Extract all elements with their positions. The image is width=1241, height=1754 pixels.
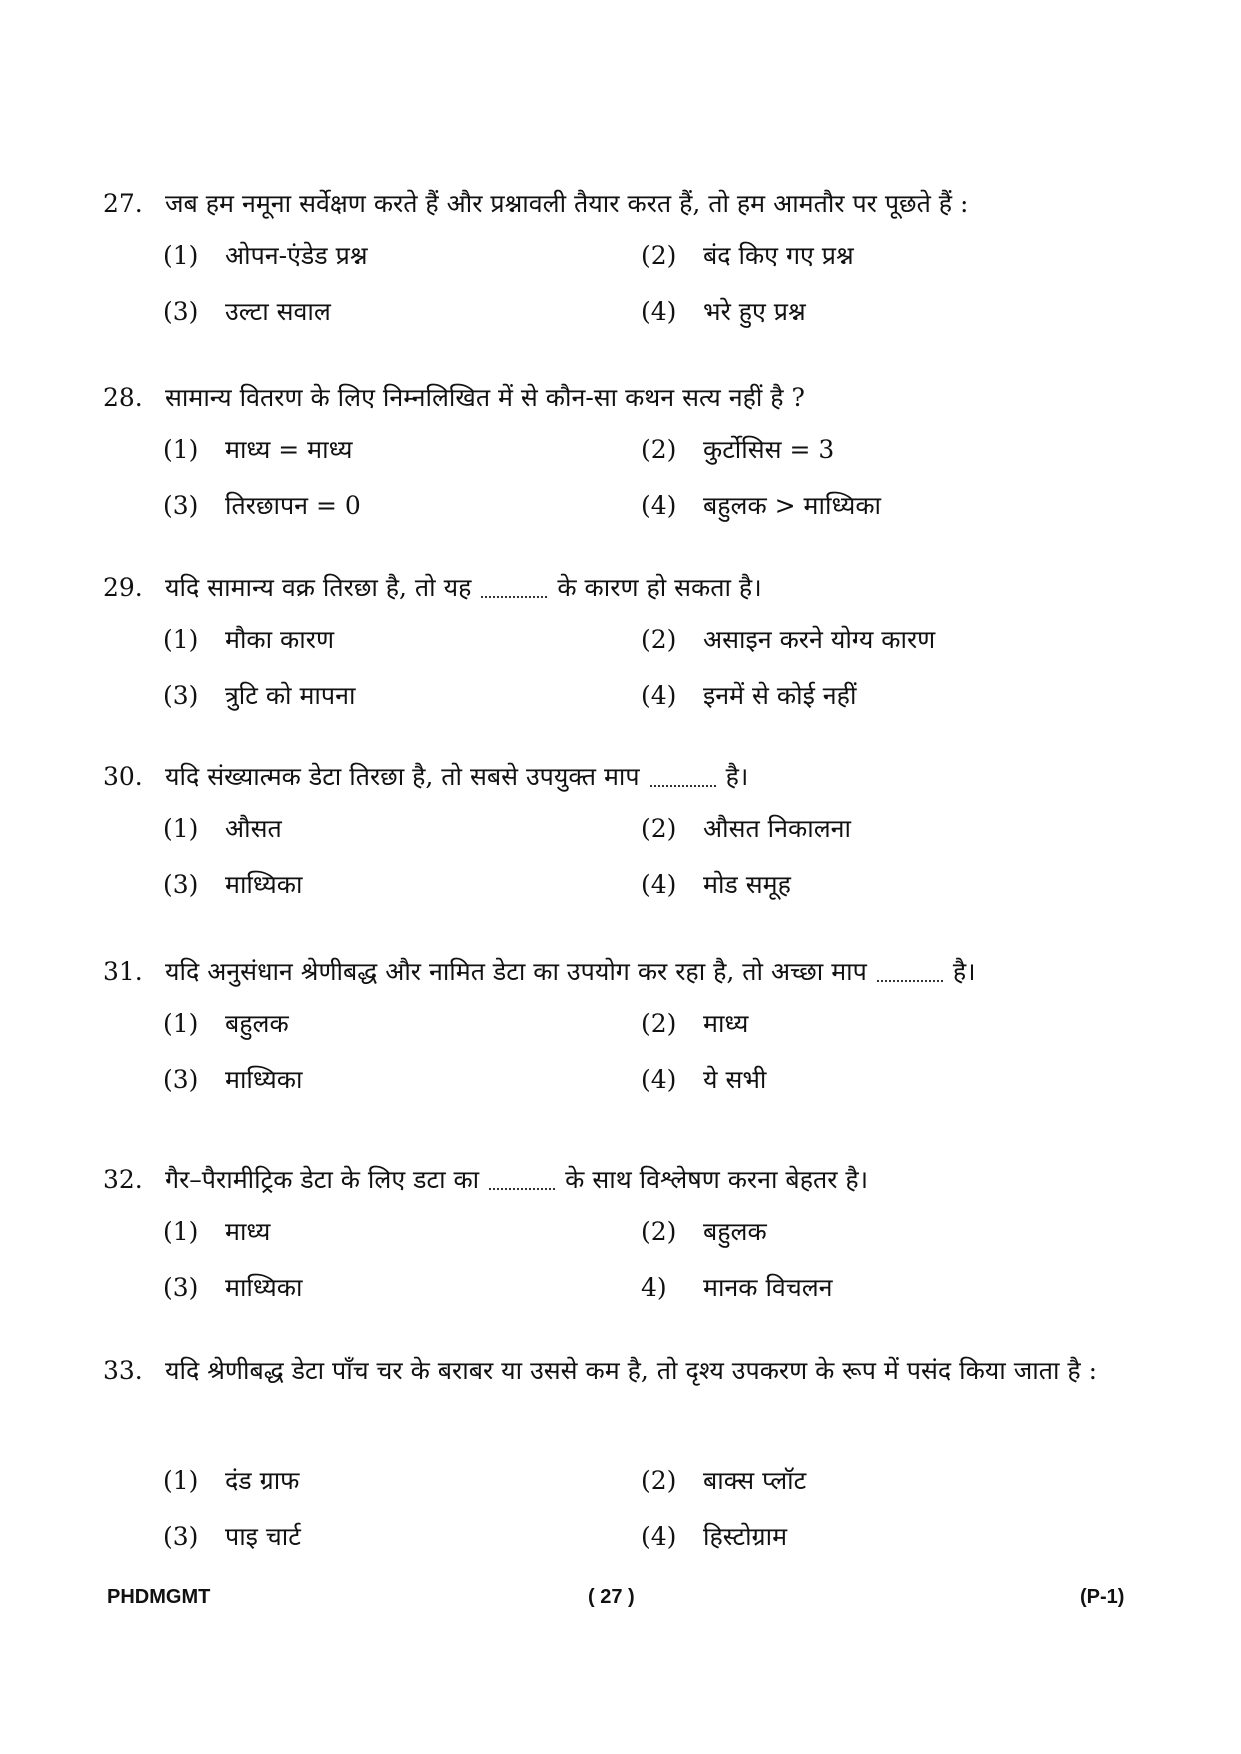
- option-text: मोड समूह: [703, 870, 791, 899]
- option-number: (1): [163, 241, 199, 270]
- option-2: [641, 1004, 748, 1044]
- question-number: 29.: [103, 573, 143, 602]
- question-text-a: यदि श्रेणीबद्ध डेटा पाँच चर के बराबर या उससे कम है, तो दृश्य उपकरण के रूप में पसंद किया जाता है :: [165, 1356, 1098, 1385]
- question-number: 27.: [103, 189, 143, 218]
- option-1: [163, 236, 368, 276]
- option-4: [641, 292, 806, 332]
- option-number: (1): [163, 814, 199, 843]
- question-text-a: यदि संख्यात्मक डेटा तिरछा है, तो सबसे उपयुक्त माप: [165, 762, 640, 791]
- option-number: (2): [641, 1217, 677, 1246]
- option-3: [163, 486, 361, 526]
- option-text: मानक विचलन: [703, 1273, 833, 1302]
- option-2: [641, 236, 854, 276]
- option-text: ये सभी: [703, 1065, 767, 1094]
- option-2: [641, 1461, 806, 1501]
- option-number: (1): [163, 435, 199, 464]
- option-text: औसत: [225, 814, 282, 843]
- option-4: [641, 1060, 766, 1100]
- option-text: उल्टा सवाल: [225, 297, 331, 326]
- option-number: 4): [641, 1273, 667, 1302]
- option-text: बहुलक: [703, 1217, 767, 1246]
- blank-dots: [481, 582, 547, 598]
- question-number: 32.: [103, 1165, 143, 1194]
- page-number: ( 27 ): [588, 1586, 635, 1608]
- option-number: (3): [163, 681, 199, 710]
- option-text: भरे हुए प्रश्न: [703, 297, 806, 326]
- option-1: [163, 620, 334, 660]
- option-text: दंड ग्राफ: [225, 1466, 300, 1495]
- option-3: [163, 1268, 302, 1308]
- option-number: (2): [641, 241, 677, 270]
- option-text: माध्यिका: [225, 1065, 303, 1094]
- question-text-a: सामान्य वितरण के लिए निम्नलिखित में से कौन-सा कथन सत्य नहीं है ?: [165, 383, 805, 412]
- question-text-a: यदि अनुसंधान श्रेणीबद्ध और नामित डेटा का उपयोग कर रहा है, तो अच्छा माप: [165, 957, 867, 986]
- option-1: [163, 809, 282, 849]
- option-text: तिरछापन = 0: [225, 491, 361, 520]
- option-4: [641, 1517, 787, 1557]
- option-number: (1): [163, 1466, 199, 1495]
- question-text-a: गैर–पैरामीट्रिक डेटा के लिए डटा का: [165, 1165, 480, 1194]
- option-3: [163, 1060, 302, 1100]
- question-text-b: के साथ विश्लेषण करना बेहतर है।: [565, 1165, 869, 1194]
- option-1: [163, 1461, 299, 1501]
- option-number: (3): [163, 870, 199, 899]
- option-2: [641, 430, 834, 470]
- question-text: [165, 370, 1140, 426]
- question-number: 33.: [103, 1356, 143, 1385]
- question-text: [165, 560, 1140, 616]
- question-text: [165, 1343, 1140, 1399]
- option-number: (2): [641, 1466, 677, 1495]
- question-number: 28.: [103, 383, 143, 412]
- option-number: (3): [163, 491, 199, 520]
- question-text-b: है।: [725, 762, 749, 791]
- option-3: [163, 676, 355, 716]
- footer-code: PHDMGMT: [107, 1586, 211, 1608]
- option-text: बहुलक > माध्यिका: [703, 491, 882, 520]
- option-2: [641, 620, 935, 660]
- option-4: [641, 1268, 833, 1308]
- option-3: [163, 865, 302, 905]
- option-text: माध्यिका: [225, 870, 303, 899]
- question-number: 30.: [103, 762, 143, 791]
- option-text: बंद किए गए प्रश्न: [703, 241, 854, 270]
- option-number: (4): [641, 1065, 677, 1094]
- option-text: औसत निकालना: [703, 814, 851, 843]
- option-text: मौका कारण: [225, 625, 335, 654]
- option-text: त्रुटि को मापना: [225, 681, 356, 710]
- blank-dots: [877, 966, 943, 982]
- question-text-a: जब हम नमूना सर्वेक्षण करते हैं और प्रश्नावली तैयार करत हैं, तो हम आमतौर पर पूछते हैं :: [165, 189, 969, 218]
- paper-set: (P-1): [1080, 1586, 1125, 1608]
- option-number: (3): [163, 1522, 199, 1551]
- option-4: [641, 865, 791, 905]
- question-text-b: के कारण हो सकता है।: [557, 573, 762, 602]
- option-number: (3): [163, 297, 199, 326]
- blank-dots: [489, 1174, 555, 1190]
- option-1: [163, 430, 353, 470]
- option-number: (1): [163, 1217, 199, 1246]
- option-text: पाइ चार्ट: [225, 1522, 301, 1551]
- question-text: [165, 176, 1140, 232]
- option-text: माध्यिका: [225, 1273, 303, 1302]
- option-number: (2): [641, 435, 677, 464]
- question-number: 31.: [103, 957, 143, 986]
- option-text: माध्य: [225, 1217, 271, 1246]
- option-2: [641, 1212, 767, 1252]
- option-number: (4): [641, 1522, 677, 1551]
- question-text: [165, 944, 1140, 1000]
- question-text: [165, 1152, 1140, 1208]
- option-1: [163, 1004, 289, 1044]
- option-text: ओपन-एंडेड प्रश्न: [225, 241, 368, 270]
- option-text: कुर्टोसिस = 3: [703, 435, 835, 464]
- option-number: (3): [163, 1273, 199, 1302]
- option-text: बाक्स प्लॉट: [703, 1466, 807, 1495]
- option-text: बहुलक: [225, 1009, 289, 1038]
- blank-dots: [650, 771, 716, 787]
- option-text: हिस्टोग्राम: [703, 1522, 788, 1551]
- option-number: (3): [163, 1065, 199, 1094]
- option-number: (2): [641, 625, 677, 654]
- option-4: [641, 486, 881, 526]
- option-text: इनमें से कोई नहीं: [703, 681, 857, 710]
- option-number: (4): [641, 870, 677, 899]
- question-text-b: है।: [952, 957, 976, 986]
- option-1: [163, 1212, 270, 1252]
- option-text: असाइन करने योग्य कारण: [703, 625, 936, 654]
- option-number: (1): [163, 1009, 199, 1038]
- option-text: माध्य: [703, 1009, 749, 1038]
- option-text: माध्य = माध्य: [225, 435, 353, 464]
- option-number: (2): [641, 1009, 677, 1038]
- option-number: (2): [641, 814, 677, 843]
- option-2: [641, 809, 851, 849]
- option-3: [163, 292, 331, 332]
- option-number: (1): [163, 625, 199, 654]
- option-4: [641, 676, 856, 716]
- option-number: (4): [641, 297, 677, 326]
- option-number: (4): [641, 681, 677, 710]
- option-3: [163, 1517, 301, 1557]
- question-text: [165, 749, 1140, 805]
- option-number: (4): [641, 491, 677, 520]
- question-text-a: यदि सामान्य वक्र तिरछा है, तो यह: [165, 573, 472, 602]
